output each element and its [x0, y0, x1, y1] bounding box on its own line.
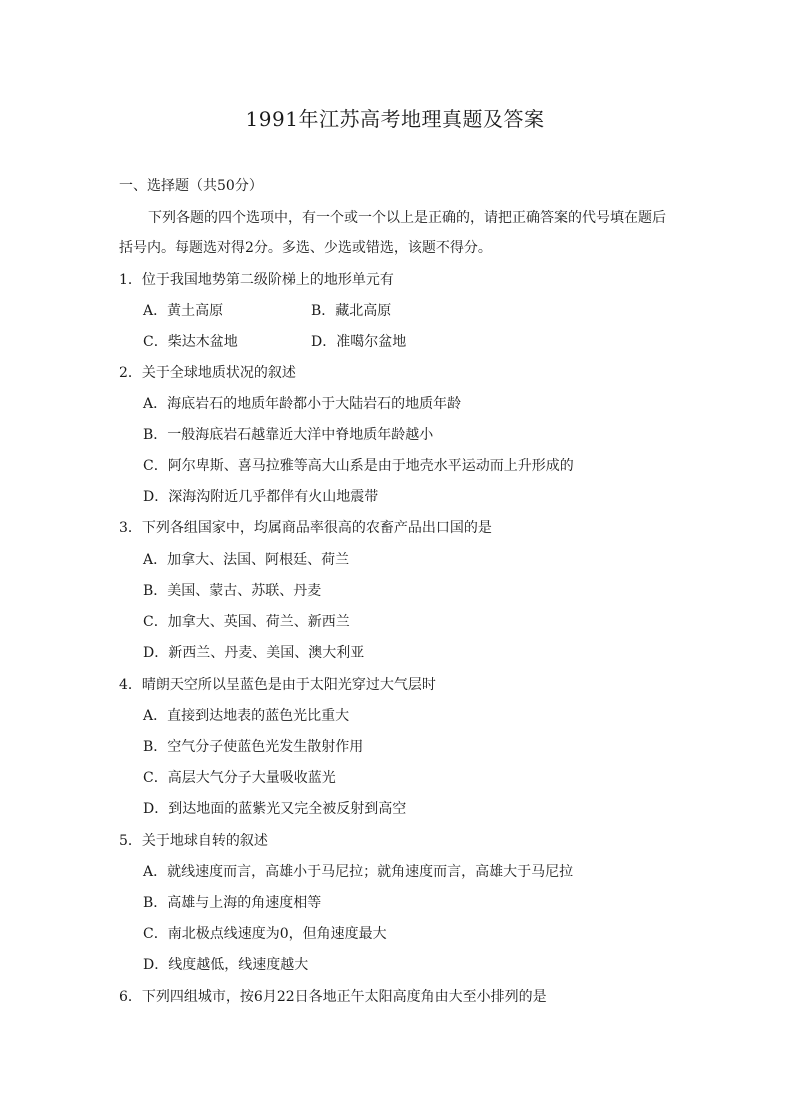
question-1-stem: 1．位于我国地势第二级阶梯上的地形单元有 — [119, 272, 394, 288]
question-2-option-d: D．深海沟附近几乎都伴有火山地震带 — [143, 489, 379, 505]
instructions-line-2: 括号内。每题选对得2分。多选、少选或错选，该题不得分。 — [119, 240, 492, 256]
question-2-option-a: A．海底岩石的地质年龄都小于大陆岩石的地质年龄 — [143, 396, 462, 412]
instructions-line-1: 下列各题的四个选项中，有一个或一个以上是正确的，请把正确答案的代号填在题后 — [148, 210, 666, 226]
section-heading: 一、选择题（共50分） — [119, 178, 263, 194]
document-title: 1991年江苏高考地理真题及答案 — [245, 107, 545, 131]
question-2-stem: 2．关于全球地质状况的叙述 — [119, 365, 296, 381]
question-6-stem: 6．下列四组城市，按6月22日各地正午太阳高度角由大至小排列的是 — [119, 989, 547, 1005]
question-3-option-c: C．加拿大、英国、荷兰、新西兰 — [143, 614, 350, 630]
question-3-option-b: B．美国、蒙古、苏联、丹麦 — [143, 583, 322, 599]
question-5-option-b: B．高雄与上海的角速度相等 — [143, 895, 322, 911]
question-5-stem: 5．关于地球自转的叙述 — [119, 833, 268, 849]
question-1-option-a: A．黄土高原 — [143, 303, 224, 319]
question-1-option-d: D．准噶尔盆地 — [311, 334, 407, 350]
question-4-option-a: A．直接到达地表的蓝色光比重大 — [143, 708, 350, 724]
question-2-option-b: B．一般海底岩石越靠近大洋中脊地质年龄越小 — [143, 427, 434, 443]
question-5-option-a: A．就线速度而言，高雄小于马尼拉；就角速度而言，高雄大于马尼拉 — [143, 864, 574, 880]
question-3-option-d: D．新西兰、丹麦、美国、澳大利亚 — [143, 645, 365, 661]
question-5-option-c: C．南北极点线速度为0，但角速度最大 — [143, 926, 387, 942]
question-3-stem: 3．下列各组国家中，均属商品率很高的农畜产品出口国的是 — [119, 520, 492, 536]
question-2-option-c: C．阿尔卑斯、喜马拉雅等高大山系是由于地壳水平运动而上升形成的 — [143, 458, 574, 474]
question-5-option-d: D．线度越低，线速度越大 — [143, 957, 309, 973]
question-4-option-b: B．空气分子使蓝色光发生散射作用 — [143, 739, 364, 755]
question-3-option-a: A．加拿大、法国、阿根廷、荷兰 — [143, 552, 350, 568]
question-1-option-c: C．柴达木盆地 — [143, 334, 238, 350]
question-4-option-d: D．到达地面的蓝紫光又完全被反射到高空 — [143, 801, 407, 817]
question-1-option-b: B．藏北高原 — [311, 303, 392, 319]
question-4-stem: 4．晴朗天空所以呈蓝色是由于太阳光穿过大气层时 — [119, 677, 436, 693]
question-4-option-c: C．高层大气分子大量吸收蓝光 — [143, 770, 336, 786]
